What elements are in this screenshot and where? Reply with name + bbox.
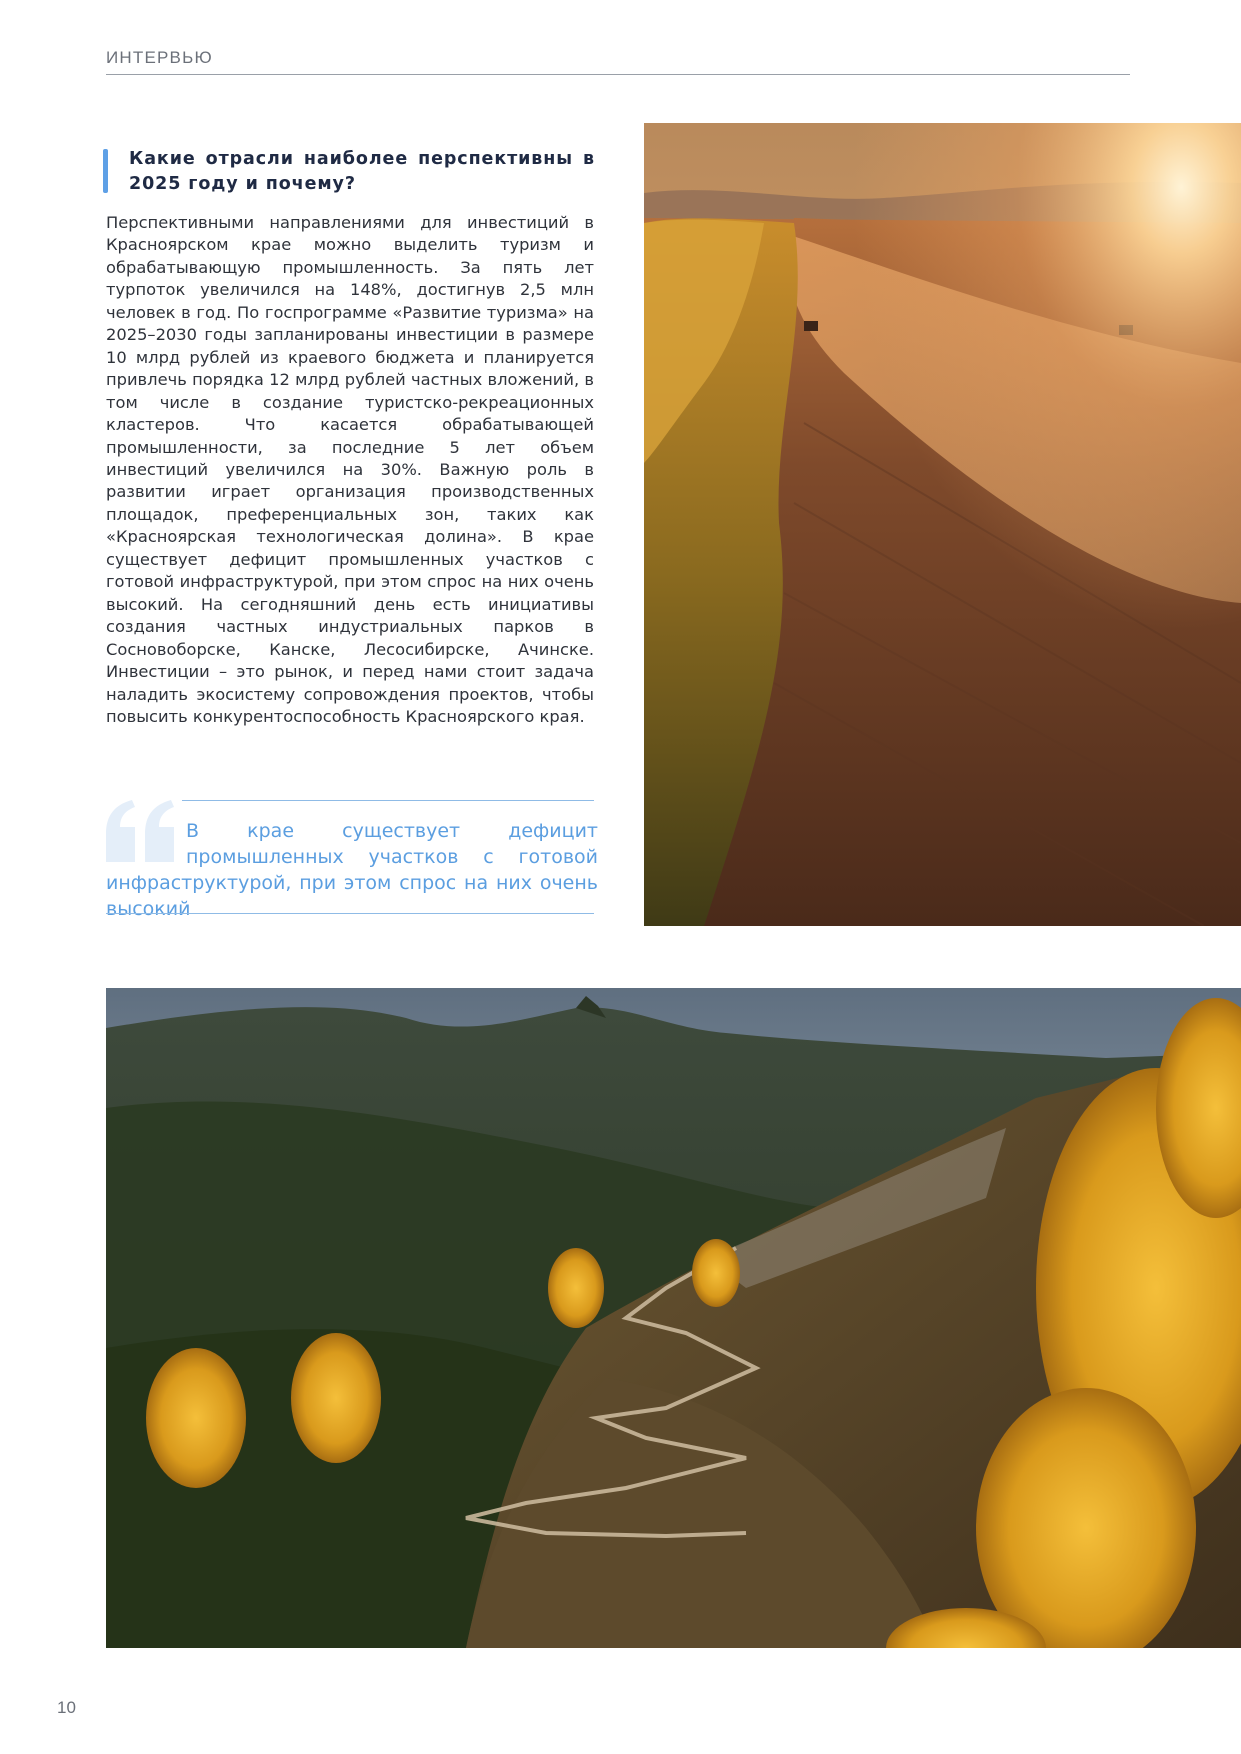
page-number: 10 xyxy=(57,1698,76,1717)
interview-question: Какие отрасли наиболее перспективны в 2025 году и почему? xyxy=(129,149,595,194)
header-divider xyxy=(106,74,1130,75)
mountain-staircase-photo xyxy=(106,988,1241,1648)
section-label: ИНТЕРВЬЮ xyxy=(106,48,213,67)
question-accent-bar xyxy=(103,149,108,193)
harvest-field-photo xyxy=(644,123,1241,926)
quote-bottom-divider xyxy=(106,913,594,914)
quote-top-divider xyxy=(182,800,594,801)
interview-answer: Перспективными направлениями для инвестиций в Красноярском крае можно выделить туризм и обрабатывающую промышленность. За пять лет турпоток увеличился на 148%, достигнув 2,5 млн человек в год. По госпрограмме «Развитие туризма» на 2025–2030 годы запланированы инвестиции в размере 10 млрд рублей из краевого бюджета и планируется привлечь порядка 12 млрд рублей частных вложений, в том числе в создание туристско-рекреационных кластеров. Что касается обрабатывающей промышленности, за последние 5 лет объем инвестиций увеличился на 30%. Важную роль в развитии играет организация производственных площадок, преференциальных зон, таких как «Красноярская технологическая долина». В крае существует дефицит промышленных участков с готовой инфраструктурой, при этом спрос на них очень высокий. На сегодняшний день есть инициативы создания частных индустриальных парков в Сосновоборске, Канске, Лесосибирске, Ачинске. Инвестиции – это рынок, и перед нами стоит задача наладить экосистему сопровождения проектов, чтобы повысить конкурентоспособность Красноярского края. xyxy=(106,213,594,726)
pull-quote: В крае существует дефицит промышленных участков с готовой инфраструктурой, при этом спрос на них очень высокий xyxy=(106,820,598,920)
